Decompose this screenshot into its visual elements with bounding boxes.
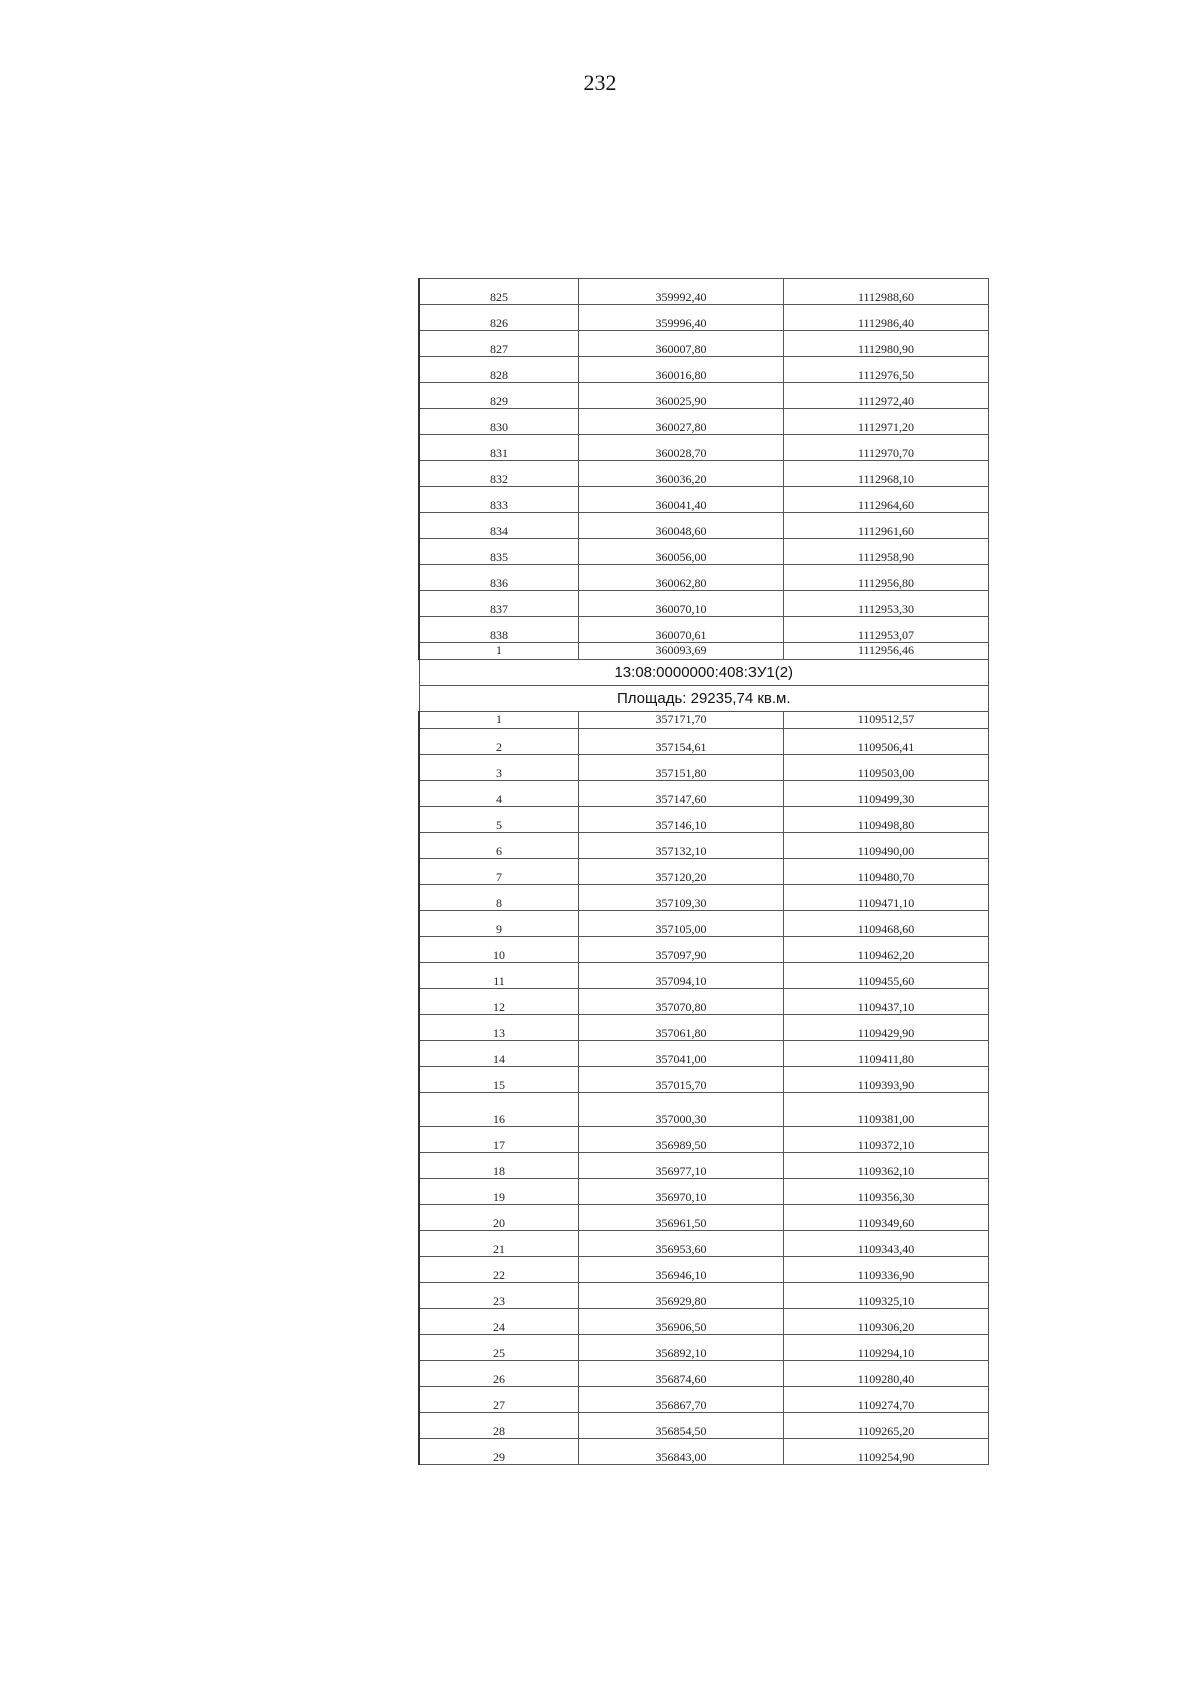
point-number: 13 [419,1015,579,1041]
x-coordinate: 356906,50 [579,1309,784,1335]
y-coordinate: 1109498,80 [784,807,989,833]
y-coordinate: 1109274,70 [784,1387,989,1413]
y-coordinate: 1112953,07 [784,617,989,643]
point-number: 827 [419,331,579,357]
x-coordinate: 359992,40 [579,279,784,305]
x-coordinate: 357000,30 [579,1093,784,1127]
table-row [419,1309,989,1335]
x-coordinate: 357105,00 [579,911,784,937]
point-number: 1 [419,712,579,729]
point-number: 829 [419,383,579,409]
table-row [419,435,989,461]
y-coordinate: 1109265,20 [784,1413,989,1439]
point-number: 15 [419,1067,579,1093]
point-number: 23 [419,1283,579,1309]
table-row [419,1439,989,1465]
point-number: 7 [419,859,579,885]
y-coordinate: 1112964,60 [784,487,989,513]
point-number: 12 [419,989,579,1015]
x-coordinate: 360048,60 [579,513,784,539]
y-coordinate: 1112972,40 [784,383,989,409]
point-number: 825 [419,279,579,305]
block2-rows [419,712,989,1465]
y-coordinate: 1109362,10 [784,1153,989,1179]
point-number: 22 [419,1257,579,1283]
point-number: 838 [419,617,579,643]
y-coordinate: 1109325,10 [784,1283,989,1309]
point-number: 27 [419,1387,579,1413]
point-number: 11 [419,963,579,989]
x-coordinate: 360028,70 [579,435,784,461]
y-coordinate: 1109294,10 [784,1335,989,1361]
coordinates-table [418,278,989,1465]
x-coordinate: 360016,80 [579,357,784,383]
point-number: 16 [419,1093,579,1127]
x-coordinate: 360062,80 [579,565,784,591]
y-coordinate: 1109336,90 [784,1257,989,1283]
table-row [419,591,989,617]
table-row [419,712,989,729]
point-number: 836 [419,565,579,591]
section-area-row [419,686,989,712]
table-row [419,755,989,781]
table-row [419,617,989,643]
table-row [419,305,989,331]
x-coordinate: 360036,20 [579,461,784,487]
point-number: 1 [419,643,579,660]
x-coordinate: 357151,80 [579,755,784,781]
x-coordinate: 357109,30 [579,885,784,911]
table-row [419,1413,989,1439]
table-row [419,409,989,435]
x-coordinate: 357132,10 [579,833,784,859]
x-coordinate: 356977,10 [579,1153,784,1179]
y-coordinate: 1109512,57 [784,712,989,729]
table-row [419,1283,989,1309]
table-row [419,1387,989,1413]
table-row [419,1361,989,1387]
x-coordinate: 357120,20 [579,859,784,885]
x-coordinate: 356961,50 [579,1205,784,1231]
point-number: 24 [419,1309,579,1335]
table-row [419,911,989,937]
x-coordinate: 356874,60 [579,1361,784,1387]
point-number: 20 [419,1205,579,1231]
table-row [419,383,989,409]
x-coordinate: 357061,80 [579,1015,784,1041]
point-number: 19 [419,1179,579,1205]
y-coordinate: 1109468,60 [784,911,989,937]
table-row [419,1093,989,1127]
y-coordinate: 1112968,10 [784,461,989,487]
point-number: 828 [419,357,579,383]
x-coordinate: 356946,10 [579,1257,784,1283]
y-coordinate: 1109480,70 [784,859,989,885]
table-row [419,1231,989,1257]
table-row [419,1015,989,1041]
point-number: 837 [419,591,579,617]
point-number: 29 [419,1439,579,1465]
cadastral-id: 13:08:0000000:408:ЗУ1(2) [419,660,989,686]
point-number: 826 [419,305,579,331]
x-coordinate: 357041,00 [579,1041,784,1067]
point-number: 5 [419,807,579,833]
x-coordinate: 356854,50 [579,1413,784,1439]
table-row [419,833,989,859]
y-coordinate: 1109411,80 [784,1041,989,1067]
x-coordinate: 360041,40 [579,487,784,513]
point-number: 830 [419,409,579,435]
x-coordinate: 360025,90 [579,383,784,409]
table-row [419,1067,989,1093]
x-coordinate: 357146,10 [579,807,784,833]
y-coordinate: 1109490,00 [784,833,989,859]
point-number: 835 [419,539,579,565]
block1-rows [419,279,989,660]
y-coordinate: 1109471,10 [784,885,989,911]
x-coordinate: 360070,10 [579,591,784,617]
point-number: 14 [419,1041,579,1067]
x-coordinate: 360070,61 [579,617,784,643]
x-coordinate: 357094,10 [579,963,784,989]
coordinates-table-wrapper [418,278,988,1465]
table-row [419,513,989,539]
y-coordinate: 1112986,40 [784,305,989,331]
table-row [419,357,989,383]
y-coordinate: 1109462,20 [784,937,989,963]
table-row [419,1153,989,1179]
y-coordinate: 1112961,60 [784,513,989,539]
y-coordinate: 1109343,40 [784,1231,989,1257]
x-coordinate: 360007,80 [579,331,784,357]
table-row [419,1127,989,1153]
y-coordinate: 1109306,20 [784,1309,989,1335]
x-coordinate: 356989,50 [579,1127,784,1153]
point-number: 10 [419,937,579,963]
x-coordinate: 356892,10 [579,1335,784,1361]
x-coordinate: 360027,80 [579,409,784,435]
y-coordinate: 1112958,90 [784,539,989,565]
point-number: 6 [419,833,579,859]
y-coordinate: 1109356,30 [784,1179,989,1205]
y-coordinate: 1109455,60 [784,963,989,989]
point-number: 2 [419,729,579,755]
x-coordinate: 357097,90 [579,937,784,963]
x-coordinate: 357154,61 [579,729,784,755]
table-row [419,565,989,591]
point-number: 4 [419,781,579,807]
x-coordinate: 357015,70 [579,1067,784,1093]
y-coordinate: 1109393,90 [784,1067,989,1093]
table-row [419,331,989,357]
point-number: 832 [419,461,579,487]
table-row [419,1179,989,1205]
y-coordinate: 1112970,70 [784,435,989,461]
point-number: 26 [419,1361,579,1387]
table-row [419,1205,989,1231]
x-coordinate: 356843,00 [579,1439,784,1465]
page-number: 232 [583,70,617,95]
point-number: 25 [419,1335,579,1361]
table-row [419,1041,989,1067]
y-coordinate: 1112971,20 [784,409,989,435]
table-row [419,1335,989,1361]
x-coordinate: 356953,60 [579,1231,784,1257]
point-number: 834 [419,513,579,539]
table-row [419,487,989,513]
table-row [419,461,989,487]
x-coordinate: 360056,00 [579,539,784,565]
table-row [419,1257,989,1283]
table-row [419,729,989,755]
point-number: 18 [419,1153,579,1179]
y-coordinate: 1109429,90 [784,1015,989,1041]
y-coordinate: 1109499,30 [784,781,989,807]
y-coordinate: 1109506,41 [784,729,989,755]
point-number: 8 [419,885,579,911]
table-row [419,643,989,660]
point-number: 21 [419,1231,579,1257]
table-row [419,989,989,1015]
point-number: 9 [419,911,579,937]
table-row [419,885,989,911]
table-row [419,781,989,807]
table-row [419,807,989,833]
point-number: 833 [419,487,579,513]
y-coordinate: 1109503,00 [784,755,989,781]
y-coordinate: 1109349,60 [784,1205,989,1231]
y-coordinate: 1109437,10 [784,989,989,1015]
table-row [419,963,989,989]
y-coordinate: 1109280,40 [784,1361,989,1387]
y-coordinate: 1109381,00 [784,1093,989,1127]
area-label: Площадь: 29235,74 кв.м. [419,686,989,712]
x-coordinate: 359996,40 [579,305,784,331]
table-row [419,859,989,885]
x-coordinate: 357070,80 [579,989,784,1015]
x-coordinate: 360093,69 [579,643,784,660]
y-coordinate: 1112988,60 [784,279,989,305]
y-coordinate: 1112956,80 [784,565,989,591]
table-row [419,937,989,963]
point-number: 831 [419,435,579,461]
y-coordinate: 1112976,50 [784,357,989,383]
section-header [419,660,989,712]
table-row [419,539,989,565]
point-number: 17 [419,1127,579,1153]
y-coordinate: 1109254,90 [784,1439,989,1465]
x-coordinate: 357171,70 [579,712,784,729]
y-coordinate: 1109372,10 [784,1127,989,1153]
y-coordinate: 1112956,46 [784,643,989,660]
x-coordinate: 356970,10 [579,1179,784,1205]
section-id-row [419,660,989,686]
point-number: 3 [419,755,579,781]
x-coordinate: 356929,80 [579,1283,784,1309]
point-number: 28 [419,1413,579,1439]
y-coordinate: 1112980,90 [784,331,989,357]
x-coordinate: 357147,60 [579,781,784,807]
table-row [419,279,989,305]
y-coordinate: 1112953,30 [784,591,989,617]
x-coordinate: 356867,70 [579,1387,784,1413]
